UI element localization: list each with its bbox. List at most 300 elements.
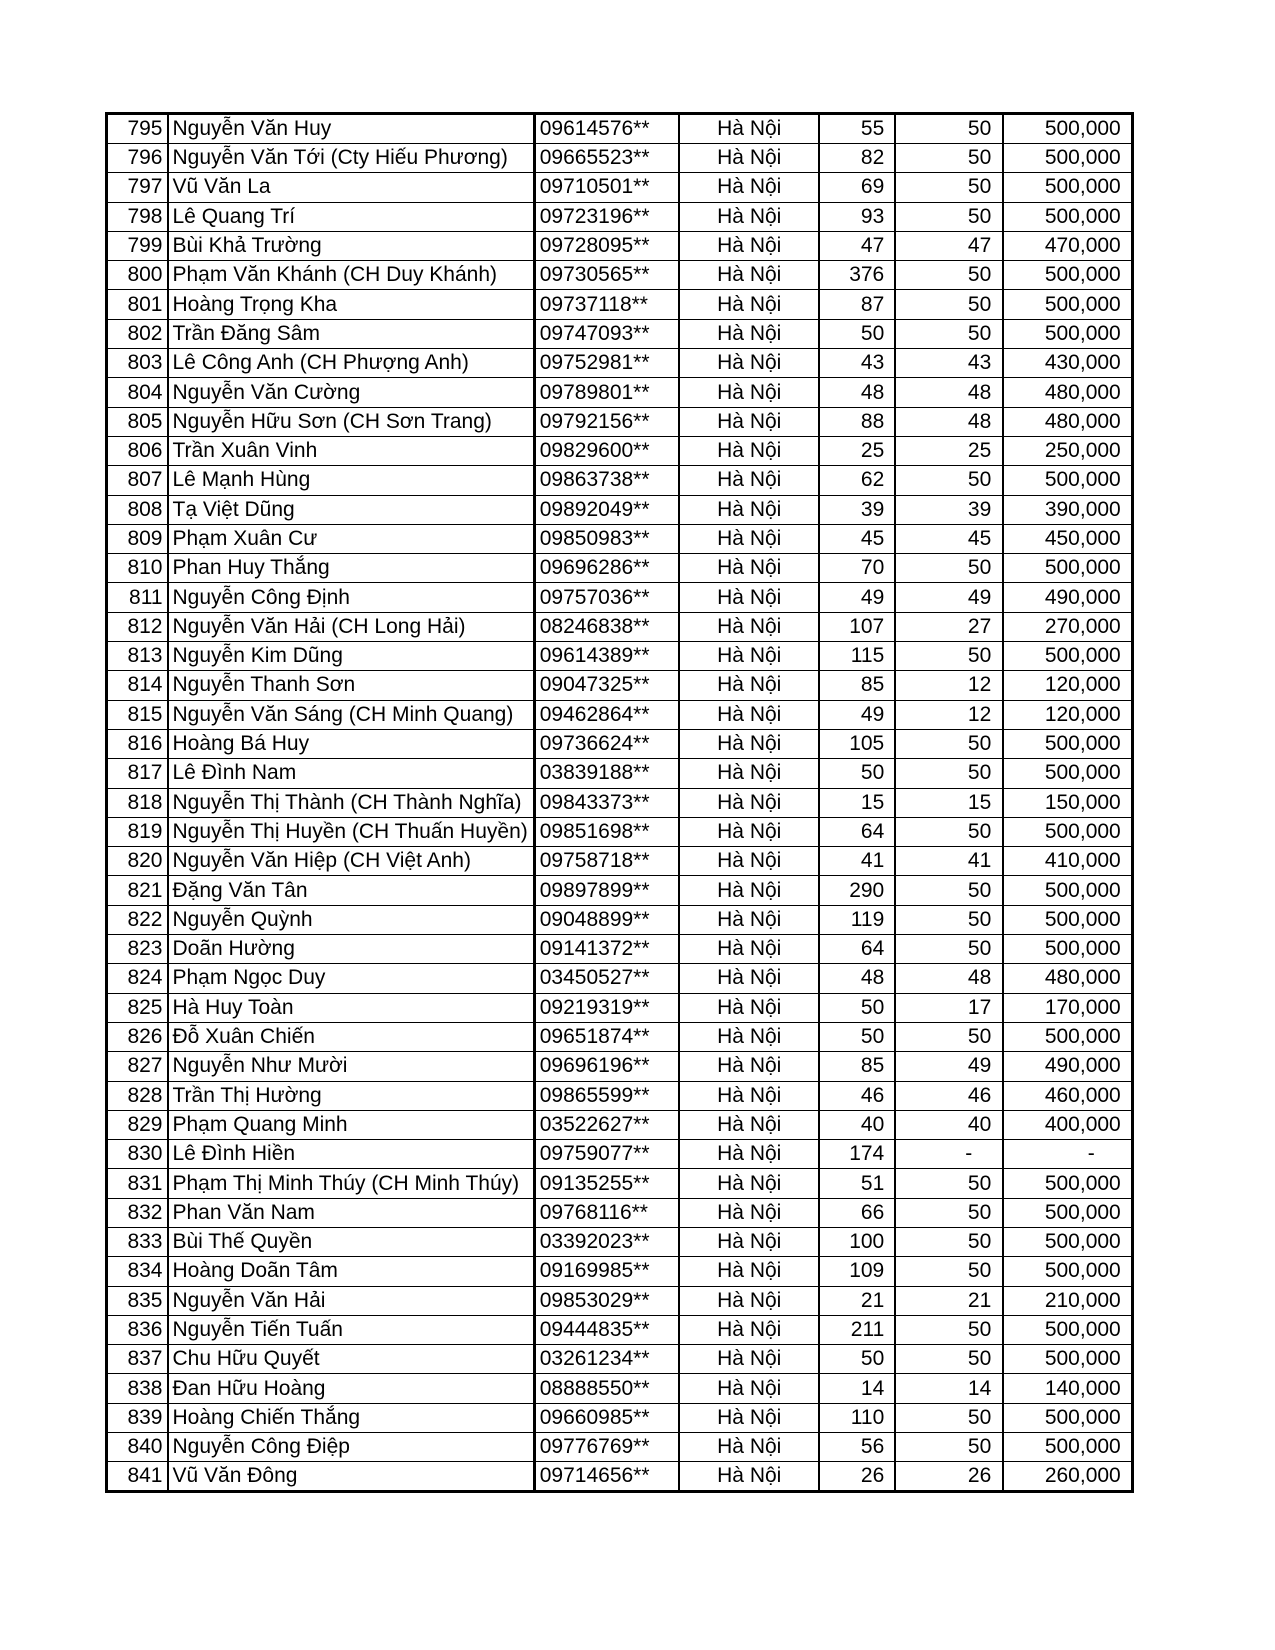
amount-cell: 400,000 bbox=[1003, 1110, 1132, 1139]
row-number-cell: 808 bbox=[107, 495, 168, 524]
name-cell: Trần Đăng Sâm bbox=[168, 319, 535, 348]
table-row bbox=[107, 231, 1133, 260]
city-cell: Hà Nội bbox=[679, 524, 819, 553]
bonus-cell: 50 bbox=[895, 466, 1003, 495]
quantity-cell: 14 bbox=[819, 1374, 895, 1403]
row-number-cell: 810 bbox=[107, 554, 168, 583]
bonus-cell: 43 bbox=[895, 349, 1003, 378]
name-cell: Lê Quang Trí bbox=[168, 202, 535, 231]
table-row bbox=[107, 466, 1133, 495]
name-cell: Nguyễn Công Điệp bbox=[168, 1433, 535, 1462]
quantity-cell: 290 bbox=[819, 876, 895, 905]
phone-cell: 03261234** bbox=[534, 1345, 679, 1374]
bonus-cell: 50 bbox=[895, 1403, 1003, 1432]
table-row bbox=[107, 1345, 1133, 1374]
quantity-cell: 25 bbox=[819, 436, 895, 465]
amount-cell: 500,000 bbox=[1003, 729, 1132, 758]
phone-cell: 09651874** bbox=[534, 1022, 679, 1051]
phone-cell: 09710501** bbox=[534, 173, 679, 202]
city-cell: Hà Nội bbox=[679, 583, 819, 612]
city-cell: Hà Nội bbox=[679, 1374, 819, 1403]
table-row bbox=[107, 847, 1133, 876]
name-cell: Nguyễn Văn Huy bbox=[168, 114, 535, 144]
bonus-cell: 25 bbox=[895, 436, 1003, 465]
amount-cell: 260,000 bbox=[1003, 1462, 1132, 1492]
amount-cell: - bbox=[1003, 1140, 1132, 1169]
amount-cell: 500,000 bbox=[1003, 261, 1132, 290]
city-cell: Hà Nội bbox=[679, 671, 819, 700]
row-number-cell: 834 bbox=[107, 1257, 168, 1286]
phone-cell: 03450527** bbox=[534, 964, 679, 993]
city-cell: Hà Nội bbox=[679, 1403, 819, 1432]
amount-cell: 500,000 bbox=[1003, 1257, 1132, 1286]
amount-cell: 500,000 bbox=[1003, 817, 1132, 846]
quantity-cell: 64 bbox=[819, 935, 895, 964]
table-row bbox=[107, 1081, 1133, 1110]
name-cell: Nguyễn Văn Hải (CH Long Hải) bbox=[168, 612, 535, 641]
city-cell: Hà Nội bbox=[679, 905, 819, 934]
city-cell: Hà Nội bbox=[679, 700, 819, 729]
city-cell: Hà Nội bbox=[679, 349, 819, 378]
table-row bbox=[107, 788, 1133, 817]
quantity-cell: 50 bbox=[819, 319, 895, 348]
bonus-cell: 50 bbox=[895, 261, 1003, 290]
amount-cell: 500,000 bbox=[1003, 1433, 1132, 1462]
quantity-cell: 50 bbox=[819, 1022, 895, 1051]
bonus-cell: 26 bbox=[895, 1462, 1003, 1492]
bonus-cell: - bbox=[895, 1140, 1003, 1169]
quantity-cell: 66 bbox=[819, 1198, 895, 1227]
bonus-cell: 40 bbox=[895, 1110, 1003, 1139]
row-number-cell: 836 bbox=[107, 1315, 168, 1344]
amount-cell: 480,000 bbox=[1003, 964, 1132, 993]
row-number-cell: 829 bbox=[107, 1110, 168, 1139]
table-row bbox=[107, 378, 1133, 407]
quantity-cell: 69 bbox=[819, 173, 895, 202]
row-number-cell: 825 bbox=[107, 993, 168, 1022]
amount-cell: 500,000 bbox=[1003, 319, 1132, 348]
row-number-cell: 805 bbox=[107, 407, 168, 436]
phone-cell: 09792156** bbox=[534, 407, 679, 436]
table-row bbox=[107, 1257, 1133, 1286]
row-number-cell: 820 bbox=[107, 847, 168, 876]
amount-cell: 500,000 bbox=[1003, 466, 1132, 495]
row-number-cell: 811 bbox=[107, 583, 168, 612]
city-cell: Hà Nội bbox=[679, 436, 819, 465]
row-number-cell: 837 bbox=[107, 1345, 168, 1374]
quantity-cell: 87 bbox=[819, 290, 895, 319]
amount-cell: 500,000 bbox=[1003, 1198, 1132, 1227]
phone-cell: 09736624** bbox=[534, 729, 679, 758]
bonus-cell: 50 bbox=[895, 1227, 1003, 1256]
name-cell: Phạm Thị Minh Thúy (CH Minh Thúy) bbox=[168, 1169, 535, 1198]
phone-cell: 09614389** bbox=[534, 642, 679, 671]
quantity-cell: 376 bbox=[819, 261, 895, 290]
amount-cell: 480,000 bbox=[1003, 378, 1132, 407]
bonus-cell: 50 bbox=[895, 759, 1003, 788]
amount-cell: 500,000 bbox=[1003, 759, 1132, 788]
city-cell: Hà Nội bbox=[679, 1022, 819, 1051]
table-row bbox=[107, 1198, 1133, 1227]
table-row bbox=[107, 436, 1133, 465]
row-number-cell: 812 bbox=[107, 612, 168, 641]
table-row bbox=[107, 495, 1133, 524]
bonus-cell: 17 bbox=[895, 993, 1003, 1022]
row-number-cell: 796 bbox=[107, 144, 168, 173]
bonus-cell: 50 bbox=[895, 1169, 1003, 1198]
amount-cell: 480,000 bbox=[1003, 407, 1132, 436]
name-cell: Lê Đình Nam bbox=[168, 759, 535, 788]
row-number-cell: 822 bbox=[107, 905, 168, 934]
name-cell: Bùi Khả Trường bbox=[168, 231, 535, 260]
bonus-cell: 27 bbox=[895, 612, 1003, 641]
phone-cell: 09863738** bbox=[534, 466, 679, 495]
city-cell: Hà Nội bbox=[679, 144, 819, 173]
phone-cell: 09759077** bbox=[534, 1140, 679, 1169]
table-row bbox=[107, 1403, 1133, 1432]
table-row bbox=[107, 817, 1133, 846]
amount-cell: 500,000 bbox=[1003, 554, 1132, 583]
bonus-cell: 12 bbox=[895, 700, 1003, 729]
amount-cell: 120,000 bbox=[1003, 700, 1132, 729]
quantity-cell: 82 bbox=[819, 144, 895, 173]
quantity-cell: 15 bbox=[819, 788, 895, 817]
bonus-cell: 47 bbox=[895, 231, 1003, 260]
name-cell: Phạm Quang Minh bbox=[168, 1110, 535, 1139]
amount-cell: 500,000 bbox=[1003, 876, 1132, 905]
quantity-cell: 88 bbox=[819, 407, 895, 436]
table-row bbox=[107, 1462, 1133, 1492]
name-cell: Vũ Văn La bbox=[168, 173, 535, 202]
table-row bbox=[107, 1286, 1133, 1315]
quantity-cell: 93 bbox=[819, 202, 895, 231]
bonus-cell: 50 bbox=[895, 729, 1003, 758]
city-cell: Hà Nội bbox=[679, 1169, 819, 1198]
row-number-cell: 798 bbox=[107, 202, 168, 231]
table-row bbox=[107, 642, 1133, 671]
table-row bbox=[107, 319, 1133, 348]
quantity-cell: 62 bbox=[819, 466, 895, 495]
phone-cell: 09462864** bbox=[534, 700, 679, 729]
phone-cell: 09714656** bbox=[534, 1462, 679, 1492]
amount-cell: 500,000 bbox=[1003, 642, 1132, 671]
bonus-cell: 14 bbox=[895, 1374, 1003, 1403]
quantity-cell: 45 bbox=[819, 524, 895, 553]
row-number-cell: 815 bbox=[107, 700, 168, 729]
bonus-cell: 41 bbox=[895, 847, 1003, 876]
bonus-cell: 50 bbox=[895, 1315, 1003, 1344]
city-cell: Hà Nội bbox=[679, 817, 819, 846]
phone-cell: 09747093** bbox=[534, 319, 679, 348]
quantity-cell: 21 bbox=[819, 1286, 895, 1315]
name-cell: Nguyễn Văn Sáng (CH Minh Quang) bbox=[168, 700, 535, 729]
row-number-cell: 797 bbox=[107, 173, 168, 202]
quantity-cell: 50 bbox=[819, 759, 895, 788]
quantity-cell: 70 bbox=[819, 554, 895, 583]
table-row bbox=[107, 612, 1133, 641]
name-cell: Tạ Việt Dũng bbox=[168, 495, 535, 524]
quantity-cell: 115 bbox=[819, 642, 895, 671]
quantity-cell: 119 bbox=[819, 905, 895, 934]
name-cell: Trần Xuân Vinh bbox=[168, 436, 535, 465]
phone-cell: 09865599** bbox=[534, 1081, 679, 1110]
quantity-cell: 85 bbox=[819, 1052, 895, 1081]
quantity-cell: 107 bbox=[819, 612, 895, 641]
table-row bbox=[107, 1315, 1133, 1344]
amount-cell: 120,000 bbox=[1003, 671, 1132, 700]
phone-cell: 03522627** bbox=[534, 1110, 679, 1139]
table-row bbox=[107, 554, 1133, 583]
table-row bbox=[107, 173, 1133, 202]
bonus-cell: 48 bbox=[895, 964, 1003, 993]
city-cell: Hà Nội bbox=[679, 876, 819, 905]
quantity-cell: 41 bbox=[819, 847, 895, 876]
amount-cell: 500,000 bbox=[1003, 114, 1132, 144]
table-row bbox=[107, 1433, 1133, 1462]
row-number-cell: 827 bbox=[107, 1052, 168, 1081]
bonus-cell: 15 bbox=[895, 788, 1003, 817]
row-number-cell: 831 bbox=[107, 1169, 168, 1198]
amount-cell: 500,000 bbox=[1003, 144, 1132, 173]
bonus-cell: 39 bbox=[895, 495, 1003, 524]
table-row bbox=[107, 700, 1133, 729]
phone-cell: 09660985** bbox=[534, 1403, 679, 1432]
city-cell: Hà Nội bbox=[679, 935, 819, 964]
name-cell: Nguyễn Quỳnh bbox=[168, 905, 535, 934]
city-cell: Hà Nội bbox=[679, 319, 819, 348]
name-cell: Đặng Văn Tân bbox=[168, 876, 535, 905]
row-number-cell: 830 bbox=[107, 1140, 168, 1169]
amount-cell: 500,000 bbox=[1003, 1345, 1132, 1374]
table-row bbox=[107, 1374, 1133, 1403]
city-cell: Hà Nội bbox=[679, 290, 819, 319]
amount-cell: 500,000 bbox=[1003, 1315, 1132, 1344]
phone-cell: 09141372** bbox=[534, 935, 679, 964]
name-cell: Trần Thị Hường bbox=[168, 1081, 535, 1110]
quantity-cell: 56 bbox=[819, 1433, 895, 1462]
quantity-cell: 109 bbox=[819, 1257, 895, 1286]
city-cell: Hà Nội bbox=[679, 114, 819, 144]
city-cell: Hà Nội bbox=[679, 495, 819, 524]
city-cell: Hà Nội bbox=[679, 847, 819, 876]
name-cell: Nguyễn Hữu Sơn (CH Sơn Trang) bbox=[168, 407, 535, 436]
city-cell: Hà Nội bbox=[679, 1433, 819, 1462]
name-cell: Nguyễn Văn Hải bbox=[168, 1286, 535, 1315]
city-cell: Hà Nội bbox=[679, 173, 819, 202]
table-row bbox=[107, 759, 1133, 788]
city-cell: Hà Nội bbox=[679, 612, 819, 641]
row-number-cell: 814 bbox=[107, 671, 168, 700]
name-cell: Vũ Văn Đông bbox=[168, 1462, 535, 1492]
row-number-cell: 803 bbox=[107, 349, 168, 378]
table-row bbox=[107, 671, 1133, 700]
name-cell: Phan Văn Nam bbox=[168, 1198, 535, 1227]
phone-cell: 09843373** bbox=[534, 788, 679, 817]
city-cell: Hà Nội bbox=[679, 788, 819, 817]
city-cell: Hà Nội bbox=[679, 466, 819, 495]
quantity-cell: 105 bbox=[819, 729, 895, 758]
quantity-cell: 39 bbox=[819, 495, 895, 524]
row-number-cell: 840 bbox=[107, 1433, 168, 1462]
quantity-cell: 46 bbox=[819, 1081, 895, 1110]
amount-cell: 500,000 bbox=[1003, 1403, 1132, 1432]
name-cell: Hoàng Bá Huy bbox=[168, 729, 535, 758]
bonus-cell: 48 bbox=[895, 407, 1003, 436]
name-cell: Phạm Ngọc Duy bbox=[168, 964, 535, 993]
bonus-cell: 50 bbox=[895, 905, 1003, 934]
phone-cell: 09776769** bbox=[534, 1433, 679, 1462]
name-cell: Nguyễn Văn Tới (Cty Hiếu Phương) bbox=[168, 144, 535, 173]
name-cell: Nguyễn Văn Hiệp (CH Việt Anh) bbox=[168, 847, 535, 876]
quantity-cell: 211 bbox=[819, 1315, 895, 1344]
table-row bbox=[107, 905, 1133, 934]
city-cell: Hà Nội bbox=[679, 729, 819, 758]
city-cell: Hà Nội bbox=[679, 1315, 819, 1344]
phone-cell: 09047325** bbox=[534, 671, 679, 700]
amount-cell: 470,000 bbox=[1003, 231, 1132, 260]
phone-cell: 09757036** bbox=[534, 583, 679, 612]
amount-cell: 500,000 bbox=[1003, 202, 1132, 231]
row-number-cell: 813 bbox=[107, 642, 168, 671]
table-row bbox=[107, 1022, 1133, 1051]
name-cell: Nguyễn Tiến Tuấn bbox=[168, 1315, 535, 1344]
row-number-cell: 826 bbox=[107, 1022, 168, 1051]
phone-cell: 09696286** bbox=[534, 554, 679, 583]
amount-cell: 500,000 bbox=[1003, 173, 1132, 202]
quantity-cell: 48 bbox=[819, 378, 895, 407]
name-cell: Nguyễn Thanh Sơn bbox=[168, 671, 535, 700]
phone-cell: 09892049** bbox=[534, 495, 679, 524]
phone-cell: 09169985** bbox=[534, 1257, 679, 1286]
phone-cell: 09829600** bbox=[534, 436, 679, 465]
name-cell: Nguyễn Công Định bbox=[168, 583, 535, 612]
name-cell: Bùi Thế Quyền bbox=[168, 1227, 535, 1256]
phone-cell: 09048899** bbox=[534, 905, 679, 934]
amount-cell: 490,000 bbox=[1003, 583, 1132, 612]
row-number-cell: 832 bbox=[107, 1198, 168, 1227]
row-number-cell: 835 bbox=[107, 1286, 168, 1315]
bonus-cell: 50 bbox=[895, 173, 1003, 202]
row-number-cell: 828 bbox=[107, 1081, 168, 1110]
city-cell: Hà Nội bbox=[679, 231, 819, 260]
bonus-cell: 50 bbox=[895, 642, 1003, 671]
name-cell: Doãn Hường bbox=[168, 935, 535, 964]
phone-cell: 09752981** bbox=[534, 349, 679, 378]
name-cell: Hoàng Doãn Tâm bbox=[168, 1257, 535, 1286]
table-row bbox=[107, 290, 1133, 319]
name-cell: Hoàng Chiến Thắng bbox=[168, 1403, 535, 1432]
amount-cell: 500,000 bbox=[1003, 1022, 1132, 1051]
bonus-cell: 46 bbox=[895, 1081, 1003, 1110]
city-cell: Hà Nội bbox=[679, 642, 819, 671]
table-row bbox=[107, 876, 1133, 905]
table-row bbox=[107, 202, 1133, 231]
phone-cell: 09665523** bbox=[534, 144, 679, 173]
bonus-cell: 50 bbox=[895, 290, 1003, 319]
city-cell: Hà Nội bbox=[679, 1227, 819, 1256]
phone-cell: 09853029** bbox=[534, 1286, 679, 1315]
name-cell: Lê Đình Hiền bbox=[168, 1140, 535, 1169]
bonus-cell: 50 bbox=[895, 876, 1003, 905]
phone-cell: 08888550** bbox=[534, 1374, 679, 1403]
quantity-cell: 49 bbox=[819, 583, 895, 612]
city-cell: Hà Nội bbox=[679, 1052, 819, 1081]
name-cell: Nguyễn Như Mười bbox=[168, 1052, 535, 1081]
phone-cell: 08246838** bbox=[534, 612, 679, 641]
name-cell: Nguyễn Văn Cường bbox=[168, 378, 535, 407]
table-row bbox=[107, 729, 1133, 758]
row-number-cell: 807 bbox=[107, 466, 168, 495]
city-cell: Hà Nội bbox=[679, 1198, 819, 1227]
city-cell: Hà Nội bbox=[679, 1345, 819, 1374]
amount-cell: 210,000 bbox=[1003, 1286, 1132, 1315]
city-cell: Hà Nội bbox=[679, 261, 819, 290]
bonus-cell: 21 bbox=[895, 1286, 1003, 1315]
row-number-cell: 795 bbox=[107, 114, 168, 144]
amount-cell: 140,000 bbox=[1003, 1374, 1132, 1403]
phone-cell: 09614576** bbox=[534, 114, 679, 144]
row-number-cell: 800 bbox=[107, 261, 168, 290]
quantity-cell: 49 bbox=[819, 700, 895, 729]
row-number-cell: 799 bbox=[107, 231, 168, 260]
table-row bbox=[107, 1140, 1133, 1169]
quantity-cell: 85 bbox=[819, 671, 895, 700]
data-table bbox=[105, 112, 1134, 1493]
quantity-cell: 64 bbox=[819, 817, 895, 846]
table-row bbox=[107, 349, 1133, 378]
city-cell: Hà Nội bbox=[679, 378, 819, 407]
amount-cell: 450,000 bbox=[1003, 524, 1132, 553]
amount-cell: 170,000 bbox=[1003, 993, 1132, 1022]
row-number-cell: 802 bbox=[107, 319, 168, 348]
name-cell: Hoàng Trọng Kha bbox=[168, 290, 535, 319]
row-number-cell: 833 bbox=[107, 1227, 168, 1256]
city-cell: Hà Nội bbox=[679, 554, 819, 583]
phone-cell: 09789801** bbox=[534, 378, 679, 407]
city-cell: Hà Nội bbox=[679, 1140, 819, 1169]
row-number-cell: 823 bbox=[107, 935, 168, 964]
row-number-cell: 839 bbox=[107, 1403, 168, 1432]
bonus-cell: 48 bbox=[895, 378, 1003, 407]
phone-cell: 09723196** bbox=[534, 202, 679, 231]
bonus-cell: 50 bbox=[895, 817, 1003, 846]
table-row bbox=[107, 407, 1133, 436]
table-row bbox=[107, 964, 1133, 993]
amount-cell: 250,000 bbox=[1003, 436, 1132, 465]
quantity-cell: 40 bbox=[819, 1110, 895, 1139]
city-cell: Hà Nội bbox=[679, 1257, 819, 1286]
table-row bbox=[107, 114, 1133, 144]
phone-cell: 09850983** bbox=[534, 524, 679, 553]
row-number-cell: 838 bbox=[107, 1374, 168, 1403]
quantity-cell: 26 bbox=[819, 1462, 895, 1492]
name-cell: Phan Huy Thắng bbox=[168, 554, 535, 583]
table-row bbox=[107, 1227, 1133, 1256]
bonus-cell: 50 bbox=[895, 554, 1003, 583]
bonus-cell: 50 bbox=[895, 935, 1003, 964]
quantity-cell: 100 bbox=[819, 1227, 895, 1256]
table-row bbox=[107, 1052, 1133, 1081]
name-cell: Đỗ Xuân Chiến bbox=[168, 1022, 535, 1051]
table-body bbox=[107, 114, 1133, 1492]
phone-cell: 09728095** bbox=[534, 231, 679, 260]
bonus-cell: 50 bbox=[895, 1198, 1003, 1227]
name-cell: Nguyễn Thị Huyền (CH Thuấn Huyền) bbox=[168, 817, 535, 846]
row-number-cell: 806 bbox=[107, 436, 168, 465]
quantity-cell: 55 bbox=[819, 114, 895, 144]
name-cell: Đan Hữu Hoàng bbox=[168, 1374, 535, 1403]
table-row bbox=[107, 583, 1133, 612]
